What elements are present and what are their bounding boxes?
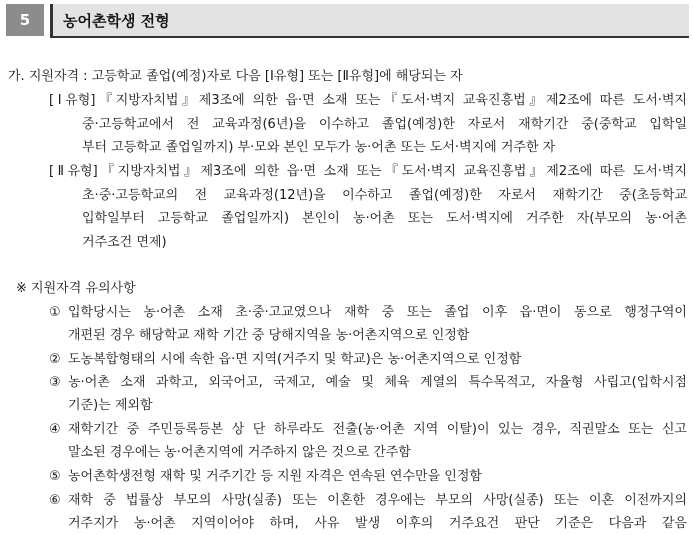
type1-line: 중·고등학교에서 전 교육과정(6년)을 이수하고 졸업(예정)한 자로서 재학기간 중(중학교 입학일 — [82, 117, 687, 132]
note-marker: ① — [49, 305, 61, 320]
section-header — [6, 4, 689, 36]
type1-line: 부터 고등학교 졸업일까지) 부·모와 본인 모두가 농·어촌 또는 도서·벽지에 거주한 자 — [82, 140, 556, 155]
note-line: 말소된 경우에는 농·어촌지역에 거주하지 않은 것으로 간주함 — [68, 445, 411, 460]
note-line: 농·어촌 소재 과학고, 외국어고, 국제고, 예술 및 체육 계열의 특수목적고, 자율형 사립고(입학시점 — [68, 375, 687, 390]
note-line: 기준)는 제외함 — [68, 398, 153, 413]
note-line: 재학기간 중 주민등록등본 상 단 하루라도 전출(농·어촌 지역 이탈)이 있는 경우, 직권말소 또는 신고 — [68, 422, 687, 437]
notes-heading: ※ 지원자격 유의사항 — [16, 281, 136, 296]
section-title-box — [50, 4, 689, 36]
note-line: 개편된 경우 해당학교 재학 기간 중 당해지역을 농·어촌지역으로 인정함 — [68, 328, 470, 343]
note-line: 거주지가 농·어촌 지역이어야 하며, 사유 발생 이후의 거주요건 판단 기준은 다음과 같음 — [68, 516, 687, 531]
type2-line: [Ⅱ유형]『지방자치법』제3조에 의한 읍·면 소재 또는『도서·벽지 교육진흥법』제2조에 따른 도서·벽지 — [49, 164, 687, 179]
qualification-intro: 가. 지원자격 : 고등학교 졸업(예정)자로 다음 [Ⅰ유형] 또는 [Ⅱ유형]에 해당되는 자 — [8, 69, 463, 84]
note-marker: ⑥ — [49, 493, 61, 508]
note-line: 농어촌학생전형 재학 및 거주기간 등 지원 자격은 연속된 연수만을 인정함 — [68, 469, 482, 484]
section-number: 5 — [6, 4, 44, 36]
note-line: 재학 중 법률상 부모의 사망(실종) 또는 이혼한 경우에는 부모의 사망(실종) 또는 이혼 이전까지의 — [68, 493, 687, 508]
header-divider — [50, 36, 689, 38]
note-marker: ④ — [49, 422, 61, 437]
section-title: 농어촌학생 전형 — [63, 11, 170, 30]
note-marker: ③ — [49, 375, 61, 390]
type2-line: 초·중·고등학교의 전 교육과정(12년)을 이수하고 졸업(예정)한 자로서 재학기간 중(초등학교 — [82, 188, 687, 203]
type1-line: [Ⅰ유형]『지방자치법』제3조에 의한 읍·면 소재 또는『도서·벽지 교육진흥법』제2조에 따른 도서·벽지 — [49, 93, 687, 108]
note-marker: ② — [49, 352, 61, 367]
note-marker: ⑤ — [49, 469, 61, 484]
note-line: 도농복합형태의 시에 속한 읍·면 지역(거주지 및 학교)은 농·어촌지역으로 인정함 — [68, 352, 522, 367]
type2-line: 입학일부터 고등학교 졸업일까지) 본인이 농·어촌 또는 도서·벽지에 거주한 자(부모의 농·어촌 — [82, 211, 687, 226]
type2-line: 거주조건 면제) — [82, 235, 167, 250]
note-line: 입학당시는 농·어촌 소재 초·중·고교였으나 재학 중 또는 졸업 이후 읍·면이 동으로 행정구역이 — [68, 305, 687, 320]
